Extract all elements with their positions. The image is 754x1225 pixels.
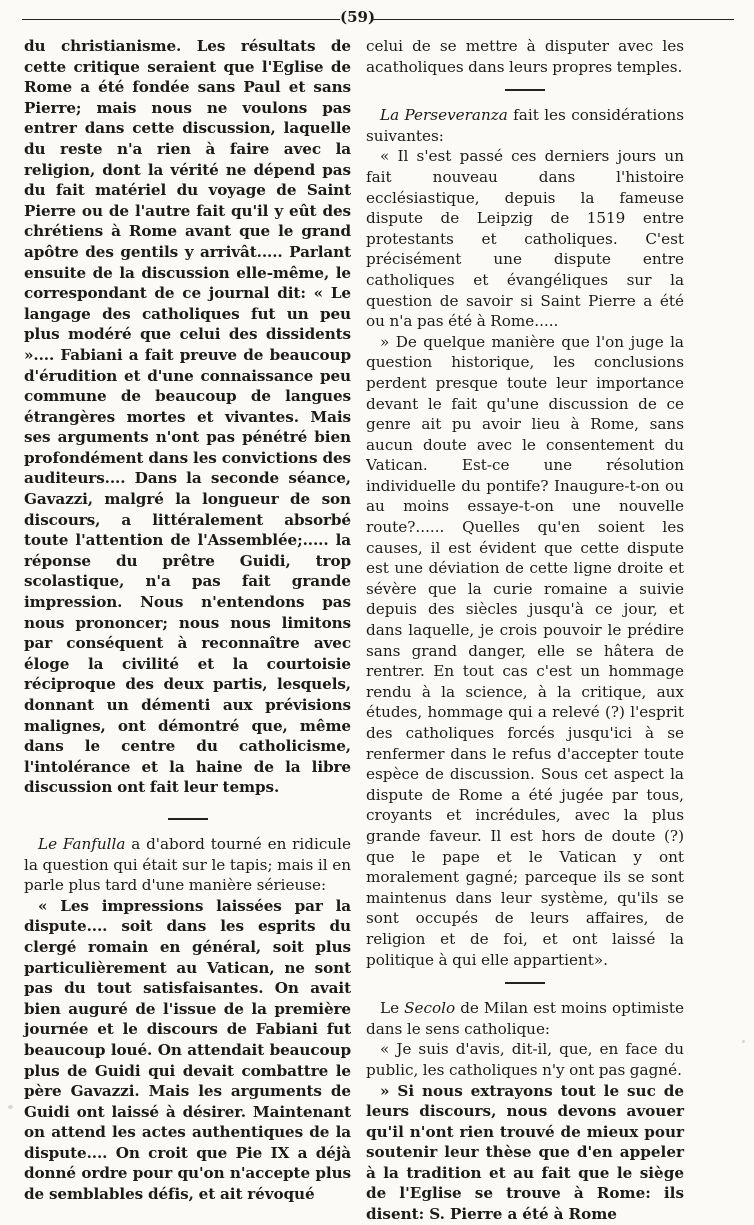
header-rule-right: [372, 19, 734, 20]
header-rule-left: [22, 19, 340, 20]
section-separator: [366, 972, 684, 990]
source-fanfulla: Le Fanfulla: [38, 834, 126, 853]
right-column: [366, 36, 684, 1225]
right-paragraph-2-text: fait les considérations suivantes:: [366, 106, 684, 145]
page-number: (59): [340, 8, 376, 26]
left-paragraph-2: [24, 834, 351, 896]
left-paragraph-1: du christianisme. Les résultats de cette critique seraient que l'Eglise de Rome a été fondée sans Paul et sans Pierre; mais nous ne voulons pas entrer dans cette discussion, laquelle du reste n'a rien à faire avec la religion, dont la vérité ne dépend pas du fait matériel du voyage de Saint Pierre ou de l'autre fait qu'il y eût des chrétiens à Rome avant que le grand apôtre des gentils y arrivât..... Parlant ensuite de la discussion elle-même, le correspondant de ce journal dit: « Le langage des catholiques fut un peu plus modéré que celui des dissidents ».... Fabiani a fait preuve de beaucoup d'érudition et d'une connaissance peu commune de beaucoup de langues étrangères mortes et vivantes. Mais ses arguments n'ont pas pénétré bien profondément dans les convictions des auditeurs.... Dans la seconde séance, Gavazzi, malgré la longueur de son discours, a littéralement absorbé toute l'attention de l'Assemblée;..... la réponse du prêtre Guidi, trop scolastique, n'a pas fait grande impression. Nous n'entendons pas nous prononcer; nous nous limitons par conséquent à reconnaître avec éloge la civilité et la courtoisie réciproque des deux partis, lesquels, donnant un démenti aux prévisions malignes, ont démontré que, même dans le centre du catholicisme, l'intolérance et la haine de la libre discussion ont fait leur temps.: [24, 37, 351, 797]
left-paragraph-2-text: a d'abord tourné en ridicule la question qui était sur le tapis; mais il en parle plus tard d'une manière sérieuse:: [24, 834, 351, 895]
right-paragraph-2: [366, 105, 684, 146]
paper-speck: [8, 1105, 13, 1109]
left-paragraph-3: « Les impressions laissées par la dispute.... soit dans les esprits du clergé romain en général, soit plus particulièrement au Vatican, ne sont pas du tout satisfaisantes. On avait bien auguré de l'issue de la première journée et le discours de Fabiani fut beaucoup loué. On attendait beaucoup plus de Guidi qui devait combattre le père Gavazzi. Mais les arguments de Guidi ont laissé à désirer. Maintenant on attend les actes authentiques de la dispute.... On croit que Pie IX a déjà donné ordre pour qu'on n'accepte plus de semblables défis, et ait révoqué: [24, 896, 351, 1204]
right-paragraph-3: « Il s'est passé ces derniers jours un fait nouveau dans l'histoire ecclésiastique, depuis la fameuse dispute de Leipzig de 1519 entre protestants et catholiques. C'est précisément une dispute entre catholiques et évangéliques sur la question de savoir si Saint Pierre a été ou n'a pas été à Rome.....: [366, 147, 684, 331]
source-perseveranza: La Perseveranza: [380, 106, 508, 125]
right-paragraph-6: « Je suis d'avis, dit-il, que, en face du public, les catholiques n'y ont pas gagné.: [366, 1040, 684, 1079]
section-separator: [24, 808, 351, 826]
left-column: [24, 36, 351, 1205]
right-paragraph-5-lead: Le: [380, 999, 405, 1018]
right-paragraph-4: » De quelque manière que l'on juge la question historique, les conclusions perdent presque toute leur importance devant le fait qu'une discussion de ce genre ait pu avoir lieu à Rome, sans aucun doute avec le consentement du Vatican. Est-ce une résolution individuelle du pontife? Inaugure-t-on ou au moins essaye-t-on une nouvelle route?...... Quelles qu'en soient les causes, il est évident que cette dispute est une déviation de cette ligne droite et sévère que la curie romaine a suivie depuis des siècles jusqu'à ce jour, et dans laquelle, je crois pouvoir le prédire sans grand danger, elle se hâtera de rentrer. En tout cas c'est un hommage rendu à la science, à la critique, aux études, hommage qui a relevé (?) l'esprit des catholiques forcés jusqu'ici à se renfermer dans le refus d'accepter toute espèce de discussion. Sous cet aspect la dispute de Rome a été jugée par tous, croyants et incrédules, avec la plus grande faveur. Il est hors de doute (?) que le pape et le Vatican y ont moralement gagné; parceque ils se sont maintenus dans leur système, qu'ils se sont occupés de leurs affaires, de religion et de foi, et ont laissé la politique à qui elle appartient».: [366, 332, 684, 969]
right-paragraph-1: celui de se mettre à disputer avec les acatholiques dans leurs propres temples.: [366, 37, 684, 76]
right-paragraph-5-text: de Milan est moins optimiste dans le sens catholique:: [366, 999, 684, 1038]
right-paragraph-5: [366, 998, 684, 1039]
right-paragraph-7: » Si nous extrayons tout le suc de leurs discours, nous devons avouer qu'il n'ont rien trouvé de mieux pour soutenir leur thèse que d'en appeler à la tradition et au fait que le siège de l'Eglise se trouve à Rome: ils disent: S. Pierre a été à Rome: [366, 1081, 684, 1224]
section-separator: [366, 79, 684, 97]
page-header: [0, 6, 754, 32]
paper-speck: [742, 1040, 745, 1043]
source-secolo: Secolo: [404, 999, 456, 1018]
